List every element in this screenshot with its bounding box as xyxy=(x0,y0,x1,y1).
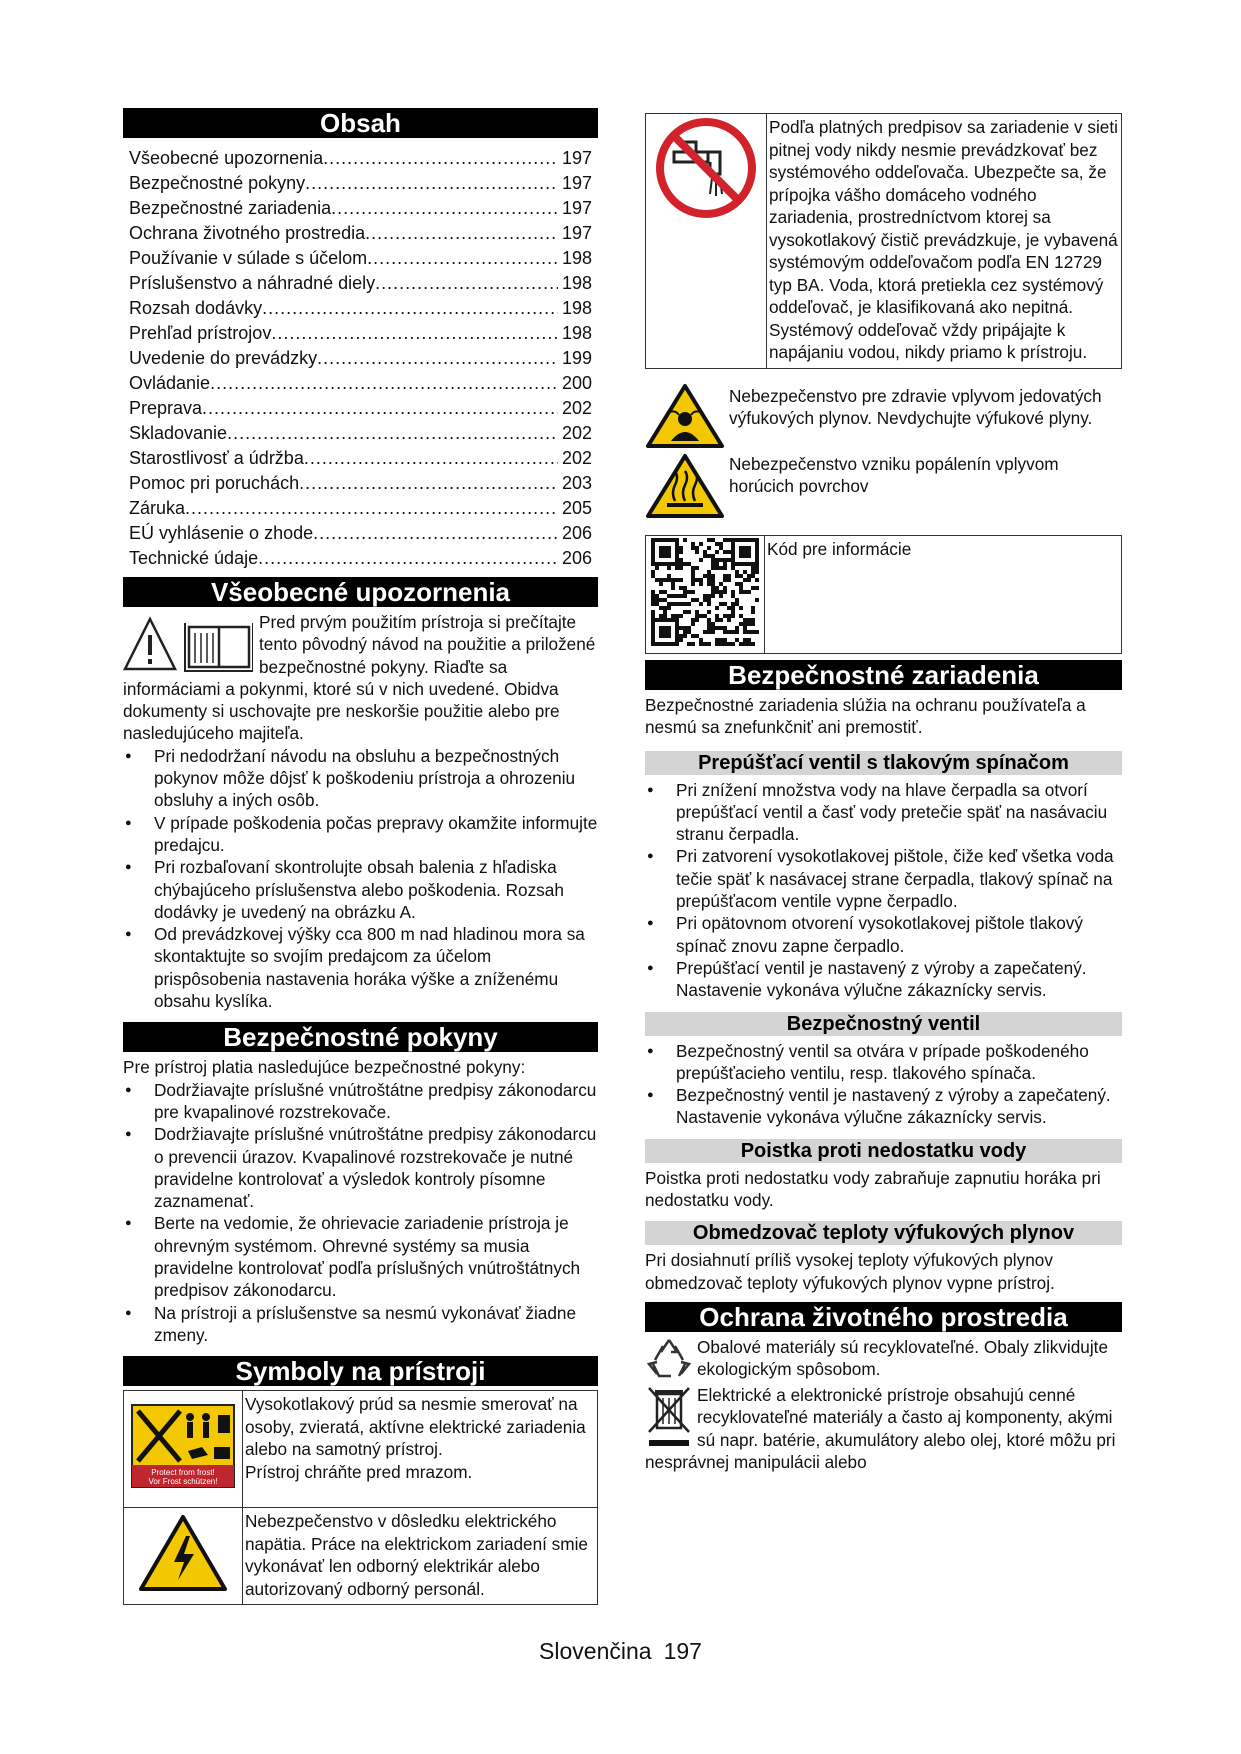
section-title-safety-instructions: Bezpečnostné pokyny xyxy=(123,1022,598,1052)
warning-hot: Nebezpečenstvo vzniku popálenín vplyvom horúcich povrchov xyxy=(645,453,1122,519)
toc-item[interactable]: Bezpečnostné pokyny ..... 197 xyxy=(123,171,598,196)
recycling-icon xyxy=(645,1336,693,1382)
toc-item[interactable]: Technické údaje ..... 206 xyxy=(123,546,598,571)
section-title-symbols: Symboly na prístroji xyxy=(123,1356,598,1386)
exhaust-limiter-text: Pri dosiahnutí príliš vysokej teploty výfukových plynov obmedzovač teploty výfukových plynov vypne prístroj. xyxy=(645,1250,1055,1293)
list-item: ● Pri zatvorení vysokotlakovej pištole, čiže keď všetka voda tečie späť k nasávacej strane čerpadla, tlakový spínač na prepúšťacom ventile vypne čerpadlo. xyxy=(645,845,1122,912)
section-title-safety-devices: Bezpečnostné zariadenia xyxy=(645,660,1122,690)
subsection-title-water-shortage: Poistka proti nedostatku vody xyxy=(645,1139,1122,1163)
toc-item[interactable]: Uvedenie do prevádzky ..... 199 xyxy=(123,346,598,371)
list-item: ● Berte na vedomie, že ohrievacie zariadenie prístroja je ohrevným systémom. Ohrevné systémy sa musia pravidelne kontrolovať podľa príslušných vnútroštátnych predpisov zákonodarcu. xyxy=(123,1212,598,1301)
no-drinking-water-icon xyxy=(654,116,758,220)
env-packaging: Obalové materiály sú recyklovateľné. Obaly zlikvidujte ekologickým spôsobom. xyxy=(645,1336,1122,1382)
table-row xyxy=(646,535,1122,654)
water-table xyxy=(645,113,1122,369)
icon-caption-1: Protect from frost! xyxy=(151,1468,215,1478)
toc-item[interactable]: Rozsah dodávky ..... 198 xyxy=(123,296,598,321)
toc-item[interactable]: Prehľad prístrojov ..... 198 xyxy=(123,321,598,346)
warning-manual-icon xyxy=(123,615,253,673)
toc-item[interactable]: Starostlivosť a údržba ..... 202 xyxy=(123,446,598,471)
qr-label-cell: Kód pre informácie xyxy=(765,535,1122,654)
general-bullets xyxy=(123,745,598,1013)
list-item: ● Pri rozbaľovaní skontrolujte obsah balenia z hľadiska chýbajúceho príslušenstva alebo poškodenia. Rozsah dodávky je uvedený na obrázku A. xyxy=(123,856,598,923)
toc-item[interactable]: Príslušenstvo a náhradné diely ..... 198 xyxy=(123,271,598,296)
toc-list xyxy=(123,142,598,577)
list-item: ● Bezpečnostný ventil je nastavený z výroby a zapečatený. Nastavenie vykonáva výlučne zákaznícky servis. xyxy=(645,1084,1122,1129)
toc-item[interactable]: Skladovanie ..... 202 xyxy=(123,421,598,446)
exhaust-gas-hazard-icon xyxy=(645,383,725,449)
table-row xyxy=(124,1508,598,1605)
crossed-bin-icon xyxy=(645,1384,693,1448)
list-item: ● Dodržiavajte príslušné vnútroštátne predpisy zákonodarcu o prevencii úrazov. Kvapalinové rozstrekovače je nutné pravidelne kontrolovať a výsledok kontroly písomne zaznamenať. xyxy=(123,1123,598,1212)
water-text-cell: Podľa platných predpisov sa zariadenie v sieti pitnej vody nikdy nesmie prevádzkovať bez systémového oddeľovača. Ubezpečte sa, že prípojka vášho domáceho vodného zariadenia, prostredníctvom ktorej sa vysokotlakový čistič prevádzkuje, je vybavená systémovým oddeľovačom podľa EN 12729 typ BA. Voda, ktorá pretiekla cez systémový oddeľovač, je klasifikovaná ako nepitná. Systémový oddeľovač vždy pripájajte k napájaniu vodou, nikdy priamo k prístroju. xyxy=(767,114,1122,369)
table-row xyxy=(124,1391,598,1508)
safety-devices-intro: Bezpečnostné zariadenia slúžia na ochranu používateľa a nesmú sa znefunkčniť ani premostiť. xyxy=(645,695,1086,738)
safety-valve-bullets xyxy=(645,1040,1122,1129)
section-title-environment: Ochrana životného prostredia xyxy=(645,1302,1122,1332)
electric-hazard-icon xyxy=(138,1514,228,1592)
toc-item[interactable]: Všeobecné upozornenia ..... 197 xyxy=(123,146,598,171)
toc-item[interactable]: Používanie v súlade s účelom ..... 198 xyxy=(123,246,598,271)
water-shortage-text: Poistka proti nedostatku vody zabraňuje zapnutiu horáka pri nedostatku vody. xyxy=(645,1167,1101,1211)
list-item: ● Na prístroji a príslušenstve sa nesmú vykonávať žiadne zmeny. xyxy=(123,1302,598,1347)
qr-icon-cell xyxy=(646,535,765,654)
symbol-icon-cell xyxy=(124,1391,243,1508)
overflow-bullets xyxy=(645,779,1122,1002)
qr-table xyxy=(645,535,1122,655)
right-column xyxy=(645,113,1122,1475)
toc-item[interactable]: Preprava ..... 202 xyxy=(123,396,598,421)
list-item: ● Dodržiavajte príslušné vnútroštátne predpisy zákonodarcu pre kvapalinové rozstrekovače. xyxy=(123,1079,598,1124)
symbol-text-cell: Vysokotlakový prúd sa nesmie smerovať na osoby, zvieratá, aktívne elektrické zariadenia alebo na samotný prístroj. Prístroj chráňte pred mrazom. xyxy=(243,1391,598,1508)
safety-instructions-intro: Pre prístroj platia nasledujúce bezpečnostné pokyny: xyxy=(123,1057,526,1078)
safety-instructions-bullets xyxy=(123,1079,598,1347)
page-footer xyxy=(0,1638,1241,1665)
env-electrical: Elektrické a elektronické prístroje obsahujú cenné recyklovateľné materiály a často aj komponenty, akými sú napr. batérie, akumulátory alebo olej, ktoré môžu pri nesprávnej manipulácii alebo xyxy=(645,1384,1116,1472)
symbol-text-cell: Nebezpečenstvo v dôsledku elektrického napätia. Práce na elektrickom zariadení smie vykonávať len odborný elektrikár alebo autorizovaný odborný personál. xyxy=(243,1508,598,1605)
footer-page-number: 197 xyxy=(663,1638,702,1664)
toc-item[interactable]: Záruka ..... 205 xyxy=(123,496,598,521)
subsection-title-exhaust-limiter: Obmedzovač teploty výfukových plynov xyxy=(645,1221,1122,1245)
list-item: ● Prepúšťací ventil je nastavený z výroby a zapečatený. Nastavenie vykonáva výlučne zákaznícky servis. xyxy=(645,957,1122,1002)
qr-code-icon xyxy=(651,538,759,646)
toc-item[interactable]: EÚ vyhlásenie o zhode ..... 206 xyxy=(123,521,598,546)
list-item: ● Bezpečnostný ventil sa otvára v prípade poškodeného prepúšťacieho ventilu, resp. tlakového spínača. xyxy=(645,1040,1122,1085)
symbols-table xyxy=(123,1390,598,1605)
symbol-icon-cell xyxy=(124,1508,243,1605)
warning-exhaust: Nebezpečenstvo pre zdravie vplyvom jedovatých výfukových plynov. Nevdychujte výfukové plyny. xyxy=(645,383,1122,449)
toc-title: Obsah xyxy=(123,108,598,138)
hot-surface-icon xyxy=(645,453,725,519)
list-item: ● Pri opätovnom otvorení vysokotlakovej pištole tlakový spínač znovu zapne čerpadlo. xyxy=(645,912,1122,957)
toc-item[interactable]: Ovládanie ..... 200 xyxy=(123,371,598,396)
toc-item[interactable]: Ochrana životného prostredia ..... 197 xyxy=(123,221,598,246)
list-item: ● Pri znížení množstva vody na hlave čerpadla sa otvorí prepúšťací ventil a časť vody pretečie späť na nasávaciu stranu čerpadla. xyxy=(645,779,1122,846)
toc-item[interactable]: Pomoc pri poruchách ..... 203 xyxy=(123,471,598,496)
toc-item[interactable]: Bezpečnostné zariadenia ..... 197 xyxy=(123,196,598,221)
subsection-title-overflow: Prepúšťací ventil s tlakovým spínačom xyxy=(645,751,1122,775)
subsection-title-safety-valve: Bezpečnostný ventil xyxy=(645,1012,1122,1036)
table-row xyxy=(646,114,1122,369)
water-icon-cell xyxy=(646,114,767,369)
footer-language: Slovenčina xyxy=(539,1638,652,1664)
list-item: ● Od prevádzkovej výšky cca 800 m nad hladinou mora sa skontaktujte so svojím predajcom za účelom prispôsobenia nastavenia horáka výške a zníženému obsahu kyslíka. xyxy=(123,923,598,1012)
icon-caption-2: Vor Frost schützen! xyxy=(148,1477,218,1487)
no-spray-frost-icon xyxy=(130,1403,236,1489)
section-title-general: Všeobecné upozornenia xyxy=(123,577,598,607)
left-column xyxy=(123,108,598,1605)
general-intro: Pred prvým použitím prístroja si prečítajte tento pôvodný návod na použitie a priložené bezpečnostné pokyny. Riaďte sa informáciami a pokynmi, ktoré sú v nich uvedené. Obidva dokumenty si uschovajte pre neskoršie použitie alebo pre nasledujúceho majiteľa. xyxy=(123,612,596,744)
list-item: ● V prípade poškodenia počas prepravy okamžite informujte predajcu. xyxy=(123,812,598,857)
list-item: ● Pri nedodržaní návodu na obsluhu a bezpečnostných pokynov môže dôjsť k poškodeniu prístroja a ohrozeniu obsluhy a iných osôb. xyxy=(123,745,598,812)
